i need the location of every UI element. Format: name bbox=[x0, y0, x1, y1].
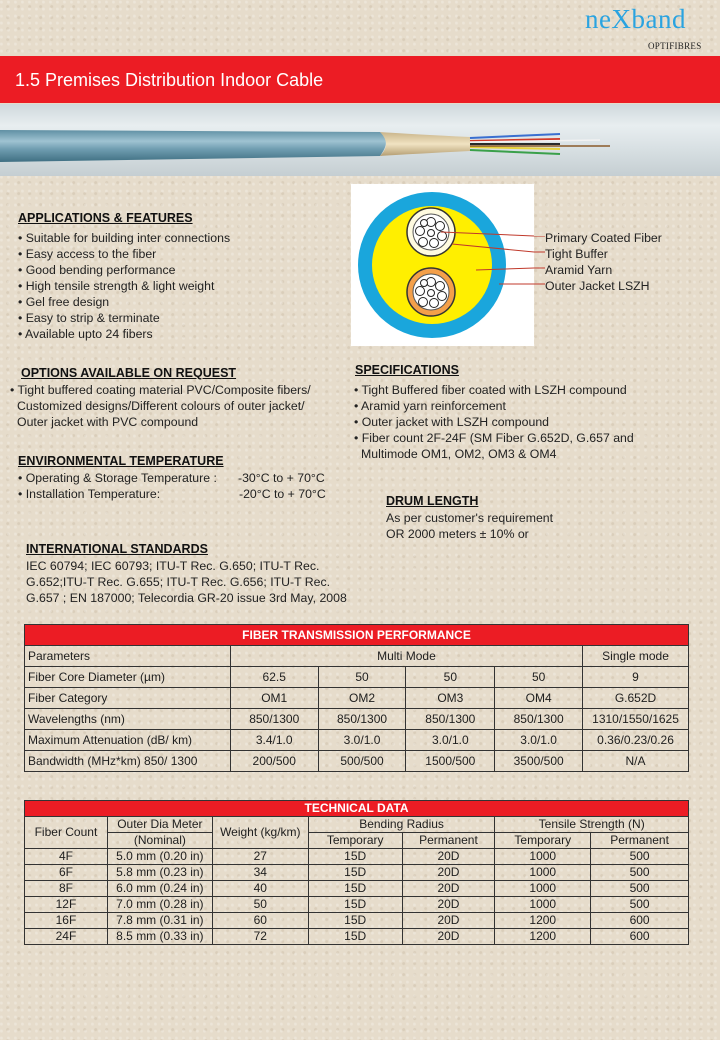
table-row bbox=[25, 730, 689, 751]
list-item: • Available upto 24 fibers bbox=[18, 327, 153, 341]
table-cell: 20D bbox=[402, 929, 495, 945]
table-cell: OM1 bbox=[230, 688, 318, 709]
table-row bbox=[25, 913, 689, 929]
drum-text bbox=[386, 510, 553, 542]
table-cell: 7.0 mm (0.28 in) bbox=[107, 897, 212, 913]
table-cell: 600 bbox=[591, 929, 689, 945]
table-cell: N/A bbox=[583, 751, 689, 772]
table-cell: 20D bbox=[402, 849, 495, 865]
table-cell: 12F bbox=[25, 897, 108, 913]
table-cell: 40 bbox=[212, 881, 308, 897]
options-line: Customized designs/Different colours of outer jacket/ bbox=[17, 399, 305, 413]
legend-item: Aramid Yarn bbox=[545, 263, 613, 277]
fiber-count-header: Fiber Count bbox=[25, 817, 108, 849]
page-title: 1.5 Premises Distribution Indoor Cable bbox=[15, 70, 324, 90]
tensile-strength-header: Tensile Strength (N) bbox=[495, 817, 689, 833]
table-cell: 3500/500 bbox=[495, 751, 583, 772]
table-cell: 3.4/1.0 bbox=[230, 730, 318, 751]
environment-label: • Operating & Storage Temperature : bbox=[18, 471, 217, 485]
table-cell: 1310/1550/1625 bbox=[583, 709, 689, 730]
options-heading: OPTIONS AVAILABLE ON REQUEST bbox=[21, 366, 237, 380]
table-row bbox=[25, 849, 689, 865]
environment-value: -30°C to + 70°C bbox=[238, 471, 325, 485]
title-bar bbox=[0, 56, 720, 103]
table-cell: 50 bbox=[495, 667, 583, 688]
options-text bbox=[10, 382, 311, 430]
table-cell: 50 bbox=[406, 667, 495, 688]
list-item: • High tensile strength & light weight bbox=[18, 279, 215, 293]
row-label: Wavelengths (nm) bbox=[25, 709, 231, 730]
drum-heading: DRUM LENGTH bbox=[386, 494, 479, 508]
table-cell: 20D bbox=[402, 913, 495, 929]
table-cell: 15D bbox=[308, 897, 402, 913]
table-cell: 850/1300 bbox=[495, 709, 583, 730]
technical-heading: TECHNICAL DATA bbox=[25, 801, 689, 817]
spec-line: • Aramid yarn reinforcement bbox=[354, 399, 506, 413]
specifications-list bbox=[354, 382, 634, 462]
list-item: • Easy to strip & terminate bbox=[18, 311, 160, 325]
applications-heading: APPLICATIONS & FEATURES bbox=[18, 211, 193, 225]
spec-line: Multimode OM1, OM2, OM3 & OM4 bbox=[361, 447, 557, 461]
cable-cross-section bbox=[351, 184, 534, 346]
table-cell: 4F bbox=[25, 849, 108, 865]
table-cell: 1500/500 bbox=[406, 751, 495, 772]
legend-item: Primary Coated Fiber bbox=[545, 231, 662, 245]
parameters-header: Parameters bbox=[25, 646, 231, 667]
spec-line: • Outer jacket with LSZH compound bbox=[354, 415, 549, 429]
table-cell: 24F bbox=[25, 929, 108, 945]
table-cell: OM3 bbox=[406, 688, 495, 709]
specifications-heading: SPECIFICATIONS bbox=[355, 363, 459, 377]
table-cell: 1200 bbox=[495, 913, 591, 929]
table-cell: 500 bbox=[591, 881, 689, 897]
table-cell: 0.36/0.23/0.26 bbox=[583, 730, 689, 751]
table-cell: OM2 bbox=[318, 688, 406, 709]
table-cell: 3.0/1.0 bbox=[406, 730, 495, 751]
table-cell: 3.0/1.0 bbox=[318, 730, 406, 751]
table-cell: 50 bbox=[318, 667, 406, 688]
row-label: Bandwidth (MHz*km) 850/ 1300 bbox=[25, 751, 231, 772]
multi-mode-header: Multi Mode bbox=[230, 646, 582, 667]
bending-radius-header: Bending Radius bbox=[308, 817, 495, 833]
table-cell: 50 bbox=[212, 897, 308, 913]
table-cell: 60 bbox=[212, 913, 308, 929]
table-cell: 500 bbox=[591, 897, 689, 913]
outer-dia-header: Outer Dia Meter bbox=[107, 817, 212, 833]
table-cell: G.652D bbox=[583, 688, 689, 709]
table-row bbox=[25, 688, 689, 709]
cross-section-legend bbox=[545, 230, 662, 294]
applications-list bbox=[18, 230, 230, 342]
table-cell: 1000 bbox=[495, 849, 591, 865]
table-cell: 62.5 bbox=[230, 667, 318, 688]
brand-subtitle: OPTIFIBRES bbox=[648, 41, 702, 51]
table-cell: 1200 bbox=[495, 929, 591, 945]
legend-item: Tight Buffer bbox=[545, 247, 608, 261]
table-row bbox=[25, 929, 689, 945]
standards-line: G.657 ; EN 187000; Telecordia GR-20 issue 3rd May, 2008 bbox=[26, 591, 347, 605]
table-row bbox=[25, 709, 689, 730]
environment-row bbox=[18, 486, 338, 502]
table-cell: 8F bbox=[25, 881, 108, 897]
legend-leaders bbox=[534, 236, 545, 306]
spec-line: • Fiber count 2F-24F (SM Fiber G.652D, G.657 and bbox=[354, 431, 634, 445]
table-cell: 500 bbox=[591, 865, 689, 881]
environmental-list bbox=[18, 470, 338, 502]
table-cell: 72 bbox=[212, 929, 308, 945]
table-cell: 1000 bbox=[495, 881, 591, 897]
table-cell: 850/1300 bbox=[318, 709, 406, 730]
list-item: • Gel free design bbox=[18, 295, 110, 309]
table-row bbox=[25, 751, 689, 772]
list-item: • Easy access to the fiber bbox=[18, 247, 157, 261]
table-row bbox=[25, 881, 689, 897]
weight-header: Weight (kg/km) bbox=[212, 817, 308, 849]
tensile-temporary-header: Temporary bbox=[495, 833, 591, 849]
table-cell: 850/1300 bbox=[406, 709, 495, 730]
table-cell: 600 bbox=[591, 913, 689, 929]
cable-image bbox=[0, 104, 720, 176]
table-row bbox=[25, 865, 689, 881]
drum-line: OR 2000 meters ± 10% or bbox=[386, 527, 529, 541]
table-cell: 27 bbox=[212, 849, 308, 865]
table-cell: 200/500 bbox=[230, 751, 318, 772]
list-item: • Good bending performance bbox=[18, 263, 176, 277]
table-cell: 3.0/1.0 bbox=[495, 730, 583, 751]
tensile-permanent-header: Permanent bbox=[591, 833, 689, 849]
environment-label: • Installation Temperature: bbox=[18, 487, 161, 501]
table-cell: OM4 bbox=[495, 688, 583, 709]
table-cell: 9 bbox=[583, 667, 689, 688]
environment-row bbox=[18, 470, 338, 486]
table-cell: 20D bbox=[402, 865, 495, 881]
table-cell: 15D bbox=[308, 849, 402, 865]
table-cell: 15D bbox=[308, 929, 402, 945]
list-item: • Suitable for building inter connections bbox=[18, 231, 231, 245]
row-label: Fiber Category bbox=[25, 688, 231, 709]
bending-temporary-header: Temporary bbox=[308, 833, 402, 849]
table-cell: 1000 bbox=[495, 897, 591, 913]
table-cell: 15D bbox=[308, 913, 402, 929]
bending-permanent-header: Permanent bbox=[402, 833, 495, 849]
row-label: Fiber Core Diameter (µm) bbox=[25, 667, 231, 688]
performance-heading: FIBER TRANSMISSION PERFORMANCE bbox=[25, 625, 689, 646]
brand-logo: neXband bbox=[585, 4, 686, 34]
table-cell: 7.8 mm (0.31 in) bbox=[107, 913, 212, 929]
table-cell: 34 bbox=[212, 865, 308, 881]
table-cell: 5.8 mm (0.23 in) bbox=[107, 865, 212, 881]
single-mode-header: Single mode bbox=[583, 646, 689, 667]
table-cell: 1000 bbox=[495, 865, 591, 881]
table-cell: 500/500 bbox=[318, 751, 406, 772]
table-cell: 8.5 mm (0.33 in) bbox=[107, 929, 212, 945]
table-row bbox=[25, 667, 689, 688]
table-cell: 850/1300 bbox=[230, 709, 318, 730]
performance-table bbox=[24, 624, 689, 772]
cross-section-drawing bbox=[351, 184, 534, 346]
environment-value: -20°C to + 70°C bbox=[239, 487, 326, 501]
table-cell: 15D bbox=[308, 881, 402, 897]
spec-line: • Tight Buffered fiber coated with LSZH compound bbox=[354, 383, 627, 397]
outer-dia-subheader: (Nominal) bbox=[107, 833, 212, 849]
table-cell: 6F bbox=[25, 865, 108, 881]
standards-text bbox=[26, 558, 347, 606]
table-cell: 5.0 mm (0.20 in) bbox=[107, 849, 212, 865]
standards-heading: INTERNATIONAL STANDARDS bbox=[26, 542, 208, 556]
options-line: Outer jacket with PVC compound bbox=[17, 415, 199, 429]
row-label: Maximum Attenuation (dB/ km) bbox=[25, 730, 231, 751]
table-cell: 15D bbox=[308, 865, 402, 881]
table-cell: 6.0 mm (0.24 in) bbox=[107, 881, 212, 897]
drum-line: As per customer's requirement bbox=[386, 511, 554, 525]
options-line: • Tight buffered coating material PVC/Composite fibers/ bbox=[10, 383, 311, 397]
table-cell: 500 bbox=[591, 849, 689, 865]
environmental-heading: ENVIRONMENTAL TEMPERATURE bbox=[18, 454, 224, 468]
table-cell: 20D bbox=[402, 881, 495, 897]
legend-item: Outer Jacket LSZH bbox=[545, 279, 650, 293]
table-row bbox=[25, 897, 689, 913]
table-cell: 16F bbox=[25, 913, 108, 929]
cable-illustration bbox=[0, 104, 720, 176]
table-cell: 20D bbox=[402, 897, 495, 913]
standards-line: IEC 60794; IEC 60793; ITU-T Rec. G.650; ITU-T Rec. bbox=[26, 559, 320, 573]
technical-table bbox=[24, 800, 689, 945]
legend-leader-lines bbox=[534, 236, 545, 306]
standards-line: G.652;ITU-T Rec. G.655; ITU-T Rec. G.656; ITU-T Rec. bbox=[26, 575, 331, 589]
